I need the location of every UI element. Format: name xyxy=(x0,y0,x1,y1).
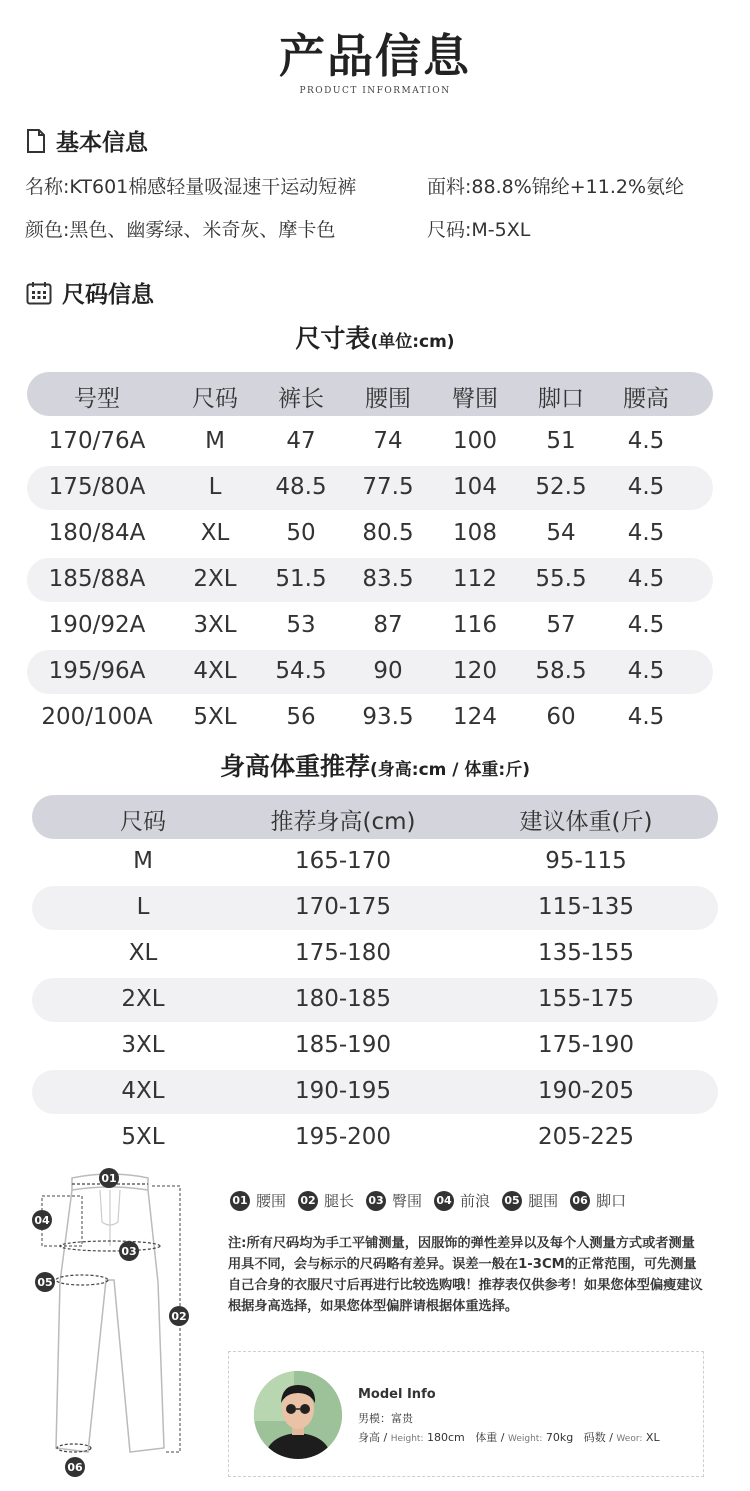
legend-item xyxy=(434,1190,490,1211)
recommend-table-cell: 3XL xyxy=(121,1032,165,1058)
size-table-header-cell: 号型 xyxy=(74,386,120,412)
legend-item xyxy=(298,1190,354,1211)
size-table-cell: 55.5 xyxy=(535,566,587,592)
size-table-cell: 83.5 xyxy=(362,566,414,592)
recommend-table-cell: 170-175 xyxy=(294,894,392,920)
legend-item xyxy=(230,1190,286,1211)
size-table-cell: 5XL xyxy=(193,704,237,730)
recommend-table-cell: 95-115 xyxy=(545,848,627,874)
weight-label: 体重 / xyxy=(475,1431,505,1444)
size-table-header-cell: 腰高 xyxy=(623,386,669,412)
page-subtitle: PRODUCT INFORMATION xyxy=(299,86,451,96)
measure-legend xyxy=(230,1190,626,1211)
model-name: 男模：富贵 xyxy=(358,1412,413,1425)
legend-label: 臀围 xyxy=(392,1192,423,1210)
legend-label: 前浪 xyxy=(460,1192,491,1210)
size-table-cell: 58.5 xyxy=(535,658,587,684)
recommend-table-header-cell: 推荐身高(cm) xyxy=(270,809,416,835)
size-table-cell: 120 xyxy=(453,658,497,684)
size-table-cell: 90 xyxy=(373,658,403,684)
size-table-cell: 51 xyxy=(546,428,576,454)
size-table-cell: 4.5 xyxy=(627,474,665,500)
model-photo xyxy=(254,1371,342,1459)
product-fabric: 面料:88.8%锦纶+11.2%氨纶 xyxy=(427,176,685,198)
size-table-cell: 51.5 xyxy=(275,566,327,592)
legend-label: 腰围 xyxy=(256,1192,287,1210)
measure-note: 注:所有尺码均为手工平铺测量，因服饰的弹性差异以及每个人测量方式或者测量用具不同，会与标示的尺码略有差异。误差一般在1-3CM的正常范围，可先测量自己合身的衣服尺寸后再进行比较选购哦！推荐表仅供参考！如果您体型偏瘦建议根据身高选择，如果您体型偏胖请根据体重选择。 xyxy=(228,1236,703,1314)
recommend-table-cell: 155-175 xyxy=(537,986,635,1012)
size-table-cell: 4XL xyxy=(193,658,237,684)
size-table-cell: 2XL xyxy=(193,566,237,592)
recommend-table-cell: 165-170 xyxy=(294,848,392,874)
size-table-cell: 54 xyxy=(546,520,576,546)
size-table-cell: 56 xyxy=(286,704,316,730)
basic-info-title: 基本信息 xyxy=(56,130,148,156)
recommend-table-cell: 2XL xyxy=(121,986,165,1012)
size-table-cell: 4.5 xyxy=(627,658,665,684)
wear-label-en: Weor: xyxy=(616,1434,643,1444)
recommend-title-text: 身高体重推荐 xyxy=(220,752,371,781)
model-info-title: Model Info xyxy=(358,1387,436,1402)
wear-value: XL xyxy=(645,1431,660,1444)
legend-item xyxy=(570,1190,626,1211)
size-table-cell: M xyxy=(205,428,225,454)
recommend-table-cell: 4XL xyxy=(121,1078,165,1104)
calendar-icon xyxy=(26,281,52,305)
size-table-header-cell: 脚口 xyxy=(538,386,584,412)
model-stats xyxy=(358,1429,660,1445)
product-colors: 颜色:黑色、幽雾绿、米奇灰、摩卡色 xyxy=(25,219,336,241)
size-table-cell: 93.5 xyxy=(362,704,414,730)
size-table-cell: 57 xyxy=(546,612,576,638)
size-table-cell: 100 xyxy=(453,428,497,454)
size-table-cell: XL xyxy=(200,520,230,546)
size-table-cell: 50 xyxy=(286,520,316,546)
size-table-cell: 53 xyxy=(286,612,316,638)
size-table-cell: 87 xyxy=(373,612,403,638)
recommend-table-cell: 205-225 xyxy=(537,1124,635,1150)
diagram-label-04: 04 xyxy=(32,1210,52,1230)
legend-number-badge: 01 xyxy=(230,1191,250,1211)
size-table-cell: 4.5 xyxy=(627,520,665,546)
recommend-table-cell: 180-185 xyxy=(294,986,392,1012)
size-table-title xyxy=(0,319,750,355)
height-label-en: Height: xyxy=(390,1434,424,1444)
recommend-table-cell: XL xyxy=(128,940,158,966)
recommend-table-cell: 175-180 xyxy=(294,940,392,966)
height-value: 180cm xyxy=(427,1431,465,1444)
diagram-label-05: 05 xyxy=(35,1272,55,1292)
recommend-table-cell: 135-155 xyxy=(537,940,635,966)
wear-label: 码数 / xyxy=(583,1431,613,1444)
size-table-cell: 4.5 xyxy=(627,704,665,730)
size-table-cell: 175/80A xyxy=(48,474,146,500)
size-table-cell: 116 xyxy=(453,612,497,638)
size-table-header-cell: 裤长 xyxy=(278,386,324,412)
size-table-cell: 4.5 xyxy=(627,428,665,454)
size-table-cell: 74 xyxy=(373,428,403,454)
recommend-table-cell: 190-205 xyxy=(537,1078,635,1104)
legend-number-badge: 04 xyxy=(434,1191,454,1211)
size-table-header-cell: 腰围 xyxy=(365,386,411,412)
recommend-table-header-cell: 尺码 xyxy=(120,809,166,835)
product-name: 名称:KT601棉感轻量吸湿速干运动短裤 xyxy=(25,176,357,198)
size-table-cell: 4.5 xyxy=(627,612,665,638)
size-table-cell: 104 xyxy=(453,474,497,500)
size-table-cell: 48.5 xyxy=(275,474,327,500)
size-table-cell: L xyxy=(208,474,222,500)
product-sizes: 尺码:M-5XL xyxy=(427,219,531,241)
legend-label: 腿长 xyxy=(324,1192,355,1210)
recommend-table-cell: L xyxy=(136,894,150,920)
recommend-table-cell: 185-190 xyxy=(294,1032,392,1058)
size-table-cell: 80.5 xyxy=(362,520,414,546)
recommend-table-cell: 175-190 xyxy=(537,1032,635,1058)
size-table-cell: 54.5 xyxy=(275,658,327,684)
size-info-title: 尺码信息 xyxy=(62,282,154,308)
diagram-label-06: 06 xyxy=(65,1457,85,1477)
size-table-cell: 77.5 xyxy=(362,474,414,500)
document-icon xyxy=(26,129,46,153)
legend-number-badge: 03 xyxy=(366,1191,386,1211)
legend-label: 腿围 xyxy=(528,1192,559,1210)
weight-label-en: Weight: xyxy=(507,1434,543,1444)
size-table-cell: 195/96A xyxy=(48,658,146,684)
size-table-cell: 108 xyxy=(453,520,497,546)
legend-item xyxy=(502,1190,558,1211)
size-table-unit: (单位:cm) xyxy=(370,332,455,352)
diagram-label-01: 01 xyxy=(99,1168,119,1188)
size-table-cell: 200/100A xyxy=(41,704,153,730)
size-table-cell: 3XL xyxy=(193,612,237,638)
recommend-table-cell: 115-135 xyxy=(537,894,635,920)
recommend-table-cell: M xyxy=(133,848,153,874)
model-avatar xyxy=(254,1371,342,1459)
recommend-title xyxy=(0,747,750,783)
size-table-header-cell: 尺码 xyxy=(192,386,238,412)
size-table-cell: 124 xyxy=(453,704,497,730)
size-table-header-cell: 臀围 xyxy=(452,386,498,412)
size-table-cell: 185/88A xyxy=(48,566,146,592)
recommend-unit: (身高:cm / 体重:斤) xyxy=(370,760,530,780)
legend-label: 脚口 xyxy=(596,1192,627,1210)
recommend-table-header-cell: 建议体重(斤) xyxy=(519,809,653,835)
size-info-heading xyxy=(26,276,154,309)
recommend-table-cell: 5XL xyxy=(121,1124,165,1150)
recommend-table-cell: 190-195 xyxy=(294,1078,392,1104)
size-table-cell: 180/84A xyxy=(48,520,146,546)
size-table-cell: 170/76A xyxy=(48,428,146,454)
height-label: 身高 / xyxy=(358,1431,388,1444)
size-table-cell: 112 xyxy=(453,566,497,592)
diagram-label-03: 03 xyxy=(119,1241,139,1261)
basic-info-heading xyxy=(26,124,148,157)
recommend-table-cell: 195-200 xyxy=(294,1124,392,1150)
diagram-label-02: 02 xyxy=(169,1306,189,1326)
legend-item xyxy=(366,1190,422,1211)
page-title: 产品信息 xyxy=(279,29,471,83)
size-table-cell: 190/92A xyxy=(48,612,146,638)
size-table-cell: 47 xyxy=(286,428,316,454)
size-table-cell: 52.5 xyxy=(535,474,587,500)
legend-number-badge: 06 xyxy=(570,1191,590,1211)
legend-number-badge: 05 xyxy=(502,1191,522,1211)
size-table-cell: 4.5 xyxy=(627,566,665,592)
weight-value: 70kg xyxy=(545,1431,574,1444)
legend-number-badge: 02 xyxy=(298,1191,318,1211)
size-table-cell: 60 xyxy=(546,704,576,730)
size-table-title-text: 尺寸表 xyxy=(295,324,371,353)
